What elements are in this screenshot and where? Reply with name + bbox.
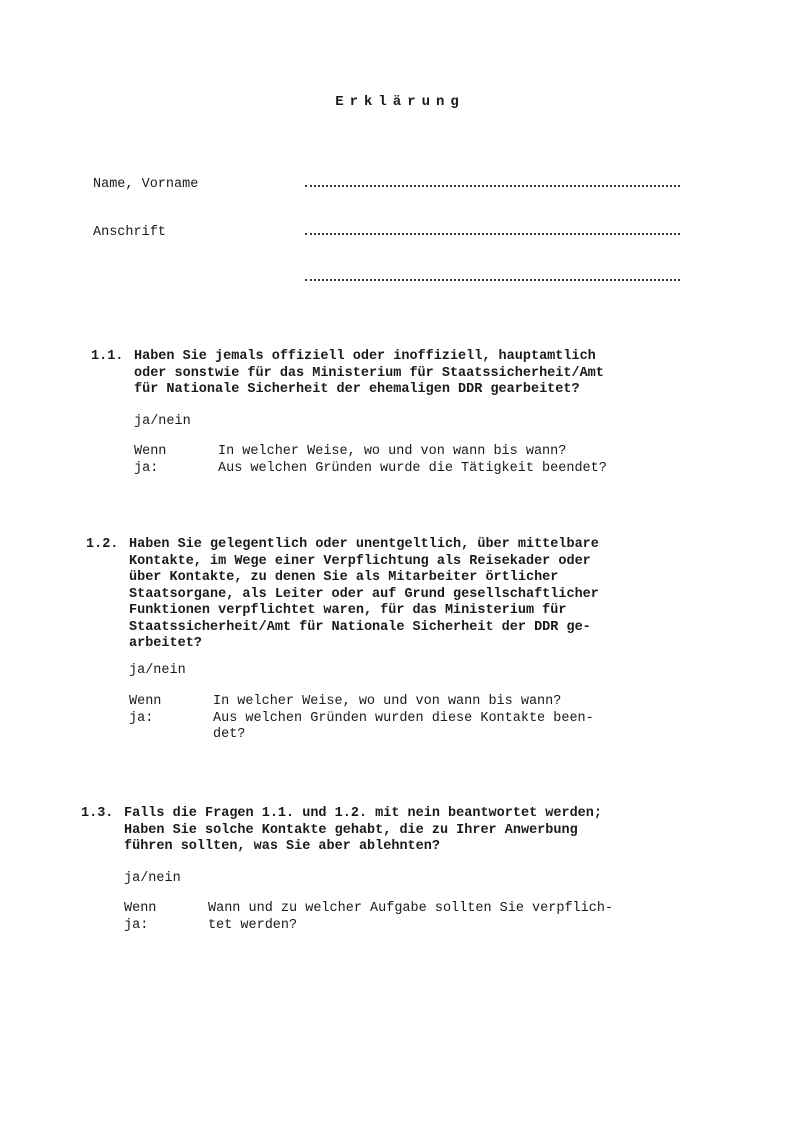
if-yes-label: Wenn ja: bbox=[134, 444, 167, 476]
if-yes-text: Wann und zu welcher Aufgabe sollten Sie verpflich- tet werden? bbox=[208, 901, 614, 933]
if-yes-text: In welcher Weise, wo und von wann bis wann? Aus welchen Gründen wurde die Tätigkeit beendet? bbox=[218, 444, 607, 476]
document-title: Erklärung bbox=[335, 94, 465, 110]
address-label: Anschrift bbox=[93, 225, 166, 240]
address-field-line-2[interactable] bbox=[305, 276, 680, 281]
yes-no-answer[interactable]: ja/nein bbox=[129, 663, 186, 678]
if-yes-label: Wenn ja: bbox=[124, 901, 157, 933]
question-text: Falls die Fragen 1.1. und 1.2. mit nein beantwortet werden; Haben Sie solche Kontakte gehabt, die zu Ihrer Anwerbung führen sollten, was Sie aber ablehnten? bbox=[124, 806, 602, 854]
question-text: Haben Sie jemals offiziell oder inoffiziell, hauptamtlich oder sonstwie für das Ministerium für Staatssicherheit/Amt für Nationale Sicherheit der ehemaligen DDR gearbeitet? bbox=[134, 349, 604, 397]
if-yes-text: In welcher Weise, wo und von wann bis wann? Aus welchen Gründen wurden diese Kontakte been- det? bbox=[213, 694, 594, 742]
yes-no-answer[interactable]: ja/nein bbox=[124, 871, 181, 886]
question-number: 1.3. bbox=[81, 806, 114, 821]
question-text: Haben Sie gelegentlich oder unentgeltlich, über mittelbare Kontakte, im Wege einer Verpflichtung als Reisekader oder über Kontakte, zu denen Sie als Mitarbeiter örtlicher Staatsorgane, als Leiter oder auf Grund gesellschaftlicher Funktionen verpflichtet waren, für das Ministerium für Staatssicherheit/Amt für Nationale Sicherheit der DDR ge- arbeitet? bbox=[129, 537, 599, 651]
question-number: 1.2. bbox=[86, 537, 119, 552]
name-field[interactable] bbox=[305, 182, 680, 187]
yes-no-answer[interactable]: ja/nein bbox=[134, 414, 191, 429]
name-label: Name, Vorname bbox=[93, 177, 199, 192]
address-field-line-1[interactable] bbox=[305, 230, 680, 235]
if-yes-label: Wenn ja: bbox=[129, 694, 162, 726]
question-number: 1.1. bbox=[91, 349, 124, 364]
